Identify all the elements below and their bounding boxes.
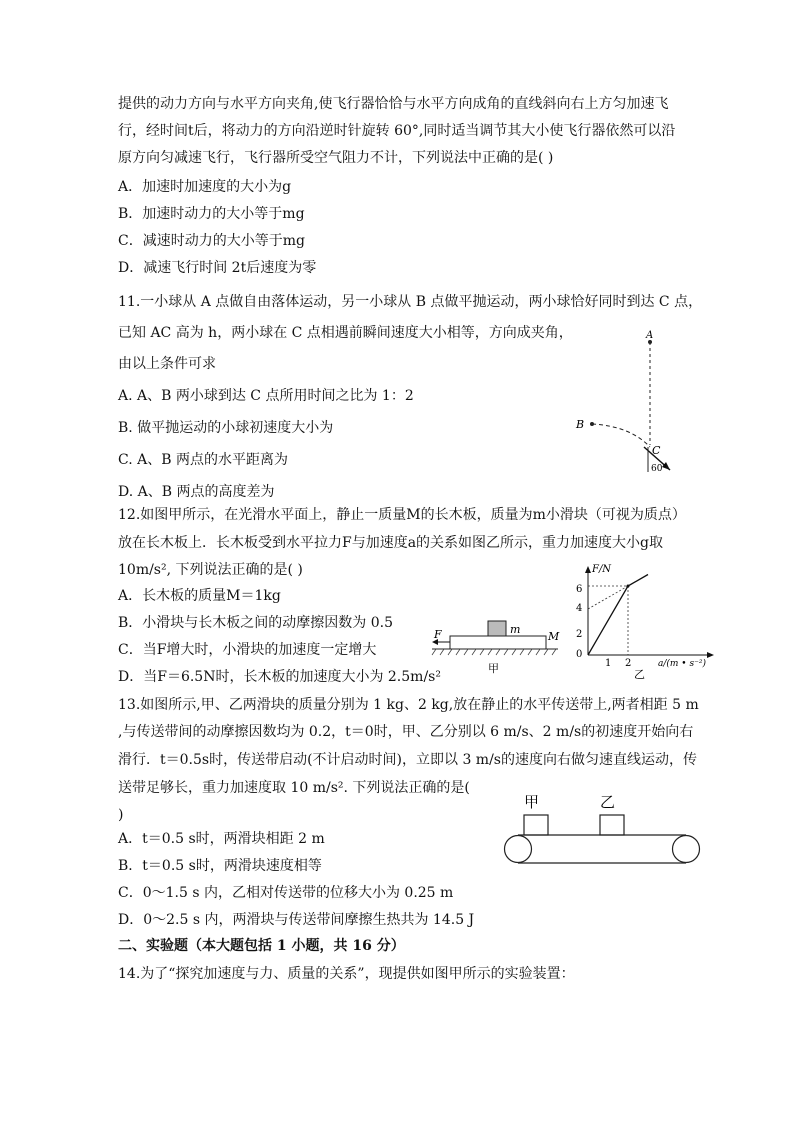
x-axis-label: a/(m • s⁻²) — [658, 659, 706, 669]
q14-line-1: 14.为了“探究加速度与力、质量的关系”，现提供如图甲所示的实验装置： — [118, 966, 575, 982]
small-block — [488, 621, 506, 636]
q13-line-5: ) — [118, 807, 124, 823]
q10-line-1: 提供的动力方向与水平方向夹角,使飞行器恰恰与水平方向成角的直线斜向右上方匀加速飞 — [118, 96, 669, 112]
q10-line-3: 原方向匀减速飞行，飞行器所受空气阻力不计，下列说法中正确的是( ) — [118, 150, 554, 166]
q13-option-b: B．t＝0.5 s时，两滑块速度相等 — [118, 858, 322, 874]
x-axis-arrow — [707, 652, 714, 658]
q12-line-1: 12.如图甲所示，在光滑水平面上，静止一质量M的长木板，质量为m小滑块（可视为质点） — [118, 507, 686, 523]
left-roller — [505, 836, 532, 863]
figure-caption-jia: 甲 — [488, 662, 499, 675]
q11-line-1: 11.一小球从 A 点做自由落体运动，另一小球从 B 点做平抛运动，两小球恰好同时到达 C 点， — [118, 294, 703, 310]
q13-line-2: ,与传送带间的动摩擦因数均为 0.2，t＝0时，甲、乙分别以 6 m/s、2 m/s的初速度开始向右 — [118, 724, 694, 740]
q10-option-d: D．减速飞行时间 2t后速度为零 — [118, 260, 317, 276]
long-board — [450, 636, 546, 649]
q12-option-b: B．小滑块与长木板之间的动摩擦因数为 0.5 — [118, 615, 394, 631]
x-tick-1: 1 — [605, 658, 612, 669]
q11-option-a: A. A、B 两小球到达 C 点所用时间之比为 1：2 — [118, 388, 414, 404]
q12-option-a: A．长木板的质量M＝1kg — [118, 588, 281, 604]
point-a-label: A — [646, 330, 654, 341]
force-label: F — [434, 628, 442, 641]
block-jia — [524, 815, 548, 835]
q12-option-c: C．当F增大时，小滑块的加速度一定增大 — [118, 642, 377, 658]
ground-hatching — [432, 649, 556, 655]
q11-line-2: 已知 AC 高为 h，两小球在 C 点相遇前瞬间速度大小相等，方向成夹角， — [118, 325, 573, 341]
projectile-trajectory — [592, 424, 650, 447]
q12-figure-jia — [430, 612, 570, 682]
figure-caption-yi: 乙 — [634, 668, 645, 681]
q13-line-4: 送带足够长，重力加速度取 10 m/s². 下列说法正确的是( — [118, 780, 470, 796]
block-yi — [600, 815, 624, 835]
angle-label: 60° — [651, 464, 667, 474]
q13-option-c: C．0～1.5 s 内，乙相对传送带的位移大小为 0.25 m — [118, 885, 454, 901]
q10-option-b: B．加速时动力的大小等于mg — [118, 206, 305, 222]
q13-option-d: D．0～2.5 s 内，两滑块与传送带间摩擦生热共为 14.5 J — [118, 912, 475, 928]
break-point — [627, 585, 630, 588]
q12-line-3: 10m/s², 下列说法正确的是( ) — [118, 562, 303, 578]
x-tick-2: 2 — [625, 658, 632, 669]
q10-option-c: C．减速时动力的大小等于mg — [118, 233, 305, 249]
q13-line-1: 13.如图所示,甲、乙两滑块的质量分别为 1 kg、2 kg,放在静止的水平传送带上,两者相距 5 m — [118, 697, 699, 713]
y-tick-4: 4 — [576, 603, 583, 614]
series-line — [588, 575, 648, 656]
right-roller — [673, 836, 700, 863]
block-yi-label: 乙 — [600, 793, 616, 811]
y-axis-label: F/N — [592, 564, 612, 575]
q12-line-2: 放在长木板上．长木板受到水平拉力F与加速度a的关系如图乙所示，重力加速度大小g取 — [118, 535, 664, 551]
q11-line-3: 由以上条件可求 — [118, 356, 216, 372]
block-jia-label: 甲 — [524, 793, 540, 811]
q11-figure — [570, 330, 680, 480]
q10-option-a: A．加速时加速度的大小为g — [118, 179, 292, 195]
section-2-heading: 二、实验题（本大题包括 1 小题，共 16 分） — [118, 938, 405, 954]
q10-line-2: 行，经时间t后，将动力的方向沿逆时针旋转 60°,同时适当调节其大小使飞行器依然可以沿 — [118, 123, 676, 139]
point-b-dot — [590, 422, 594, 426]
y-tick-0: 0 — [576, 649, 583, 660]
q11-option-b: B. 做平抛运动的小球初速度大小为 — [118, 420, 334, 436]
q11-option-d: D. A、B 两点的高度差为 — [118, 484, 275, 500]
q11-option-c: C. A、B 两点的水平距离为 — [118, 452, 288, 468]
q13-conveyor-figure — [500, 785, 710, 870]
y-tick-6: 6 — [576, 584, 583, 595]
point-b-label: B — [576, 418, 585, 431]
q13-line-3: 滑行．t＝0.5s时，传送带启动(不计启动时间)，立即以 3 m/s的速度向右做匀速直线运动，传 — [118, 752, 697, 768]
small-block-label: m — [510, 623, 521, 636]
point-c-label: C — [652, 444, 661, 457]
y-axis-arrow — [585, 566, 591, 573]
q13-option-a: A．t＝0.5 s时，两滑块相距 2 m — [118, 831, 325, 847]
q12-figure-yi-chart — [570, 560, 720, 680]
y-tick-2: 2 — [576, 629, 583, 640]
q12-option-d: D．当F＝6.5N时，长木板的加速度大小为 2.5m/s² — [118, 669, 441, 685]
board-label: M — [548, 630, 560, 643]
